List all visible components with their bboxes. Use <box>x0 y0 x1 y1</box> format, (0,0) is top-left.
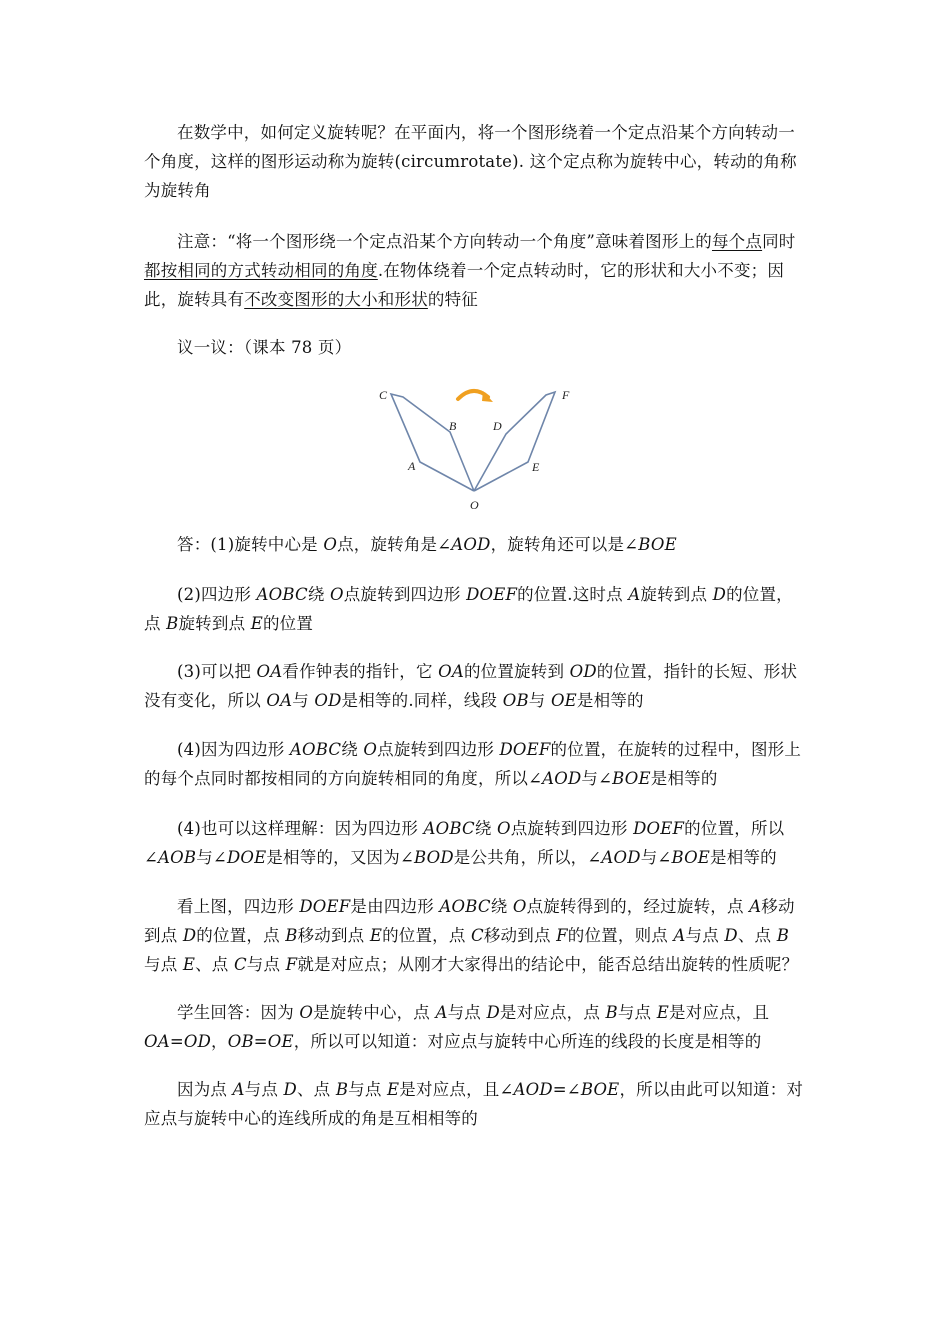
math-symbol: D <box>712 585 727 604</box>
math-symbol: OA <box>256 662 283 681</box>
text-run: 与点 <box>348 1080 388 1099</box>
text-run: 的位置.这时点 <box>517 585 629 604</box>
math-symbol: A <box>749 897 762 916</box>
label-o: O <box>470 498 479 512</box>
math-symbol: E <box>182 955 196 974</box>
math-symbol: DOEF <box>299 897 351 916</box>
note-underline-size-shape: 不改变图形的大小和形状 <box>244 290 428 309</box>
answer-2 <box>144 580 804 638</box>
answer-4-alt <box>144 814 804 872</box>
text-run: 答：(1)旋转中心是 <box>177 535 324 554</box>
text-run: 是公共角，所以，∠ <box>453 848 602 867</box>
math-symbol: E <box>250 614 263 633</box>
text-run: 是旋转中心，点 <box>313 1003 436 1022</box>
text-run: 是相等的.同样，线段 <box>341 691 503 710</box>
note-text: .在物体绕着一个定点转动时，它的形状和大小不变；因此，旋转具有 <box>144 261 785 309</box>
math-symbol: C <box>471 926 484 945</box>
text-run: 因为点 <box>177 1080 233 1099</box>
math-symbol: OD <box>314 691 342 710</box>
text-run: 的位置 <box>262 614 314 633</box>
math-symbol: B <box>335 1080 349 1099</box>
math-symbol: AOBC <box>423 819 475 838</box>
text-run: 与 <box>528 691 551 710</box>
math-symbol: AOBC <box>289 740 342 759</box>
math-symbol: E <box>656 1003 669 1022</box>
math-symbol: DOEF <box>633 819 685 838</box>
math-symbol: D <box>486 1003 500 1022</box>
math-symbol: DOE <box>226 848 267 867</box>
math-symbol: OA <box>438 662 464 681</box>
text-run: 的位置，点 <box>144 585 793 633</box>
math-symbol: BOD <box>413 848 454 867</box>
text-run: 的位置，在旋转的过程中，图形上的每个点同时都按相同的方向旋转相同的角度，所以∠ <box>144 740 802 788</box>
text-run: 点旋转得到的，经过旋转，点 <box>526 897 750 916</box>
text-run: 看上图，四边形 <box>177 897 300 916</box>
text-run: 与点 <box>246 955 286 974</box>
conclusion-paragraph <box>144 1075 804 1133</box>
text-run: 是对应点，点 <box>499 1003 606 1022</box>
text-run: 是相等的 <box>650 769 718 788</box>
definition-paragraph: 在数学中，如何定义旋转呢？在平面内，将一个图形绕着一个定点沿某个方向转动一个角度，这样的图形运动称为旋转(circumrotate). 这个定点称为旋转中心，转动的角称为旋转角 <box>144 123 797 200</box>
math-symbol: OA=OD <box>144 1032 212 1051</box>
text-run: 与∠ <box>581 769 613 788</box>
text-run: 移动到点 <box>297 926 370 945</box>
text-run: 是相等的 <box>576 691 644 710</box>
rotation-arrow-head <box>482 391 493 402</box>
math-symbol: A <box>435 1003 448 1022</box>
math-symbol: D <box>182 926 197 945</box>
text-run: 学生回答：因为 <box>177 1003 300 1022</box>
math-symbol: O <box>363 740 378 759</box>
math-symbol: BOE <box>638 535 677 554</box>
answer-4 <box>144 735 804 793</box>
note-paragraph <box>144 227 804 314</box>
quadrilateral-aobc <box>391 394 474 491</box>
label-f: F <box>562 388 570 402</box>
text-run: ，所以可以知道：对应点与旋转中心所连的线段的长度是相等的 <box>293 1032 762 1051</box>
discussion-heading: 议一议：（课本 78 页） <box>177 338 352 357</box>
text-run: 与∠ <box>640 848 672 867</box>
text-run: 的位置，点 <box>196 926 286 945</box>
math-symbol: O <box>330 585 344 604</box>
text-run: 与点 <box>244 1080 284 1099</box>
math-symbol: D <box>724 926 738 945</box>
math-symbol: A <box>673 926 686 945</box>
math-symbol: DOEF <box>466 585 518 604</box>
math-symbol: A <box>628 585 641 604</box>
label-b: B <box>449 419 457 433</box>
text-run: (4)因为四边形 <box>177 740 290 759</box>
math-symbol: OD <box>569 662 597 681</box>
math-symbol: AOB <box>158 848 197 867</box>
text-run: 绕 <box>474 819 497 838</box>
text-run: (4)也可以这样理解：因为四边形 <box>177 819 424 838</box>
label-a: A <box>408 459 416 473</box>
math-symbol: AOD=∠BOE <box>513 1080 620 1099</box>
text-run: 、点 <box>737 926 777 945</box>
math-symbol: OE <box>550 691 577 710</box>
math-symbol: AOD <box>542 769 582 788</box>
math-symbol: O <box>299 1003 314 1022</box>
math-symbol: O <box>323 535 338 554</box>
text-run: 绕 <box>490 897 513 916</box>
math-symbol: B <box>605 1003 618 1022</box>
text-run: 点旋转到四边形 <box>377 740 500 759</box>
math-symbol: E <box>369 926 383 945</box>
text-run: 的位置，则点 <box>567 926 674 945</box>
text-run: 与点 <box>617 1003 657 1022</box>
math-symbol: D <box>283 1080 297 1099</box>
text-run: (3)可以把 <box>177 662 257 681</box>
math-symbol: O <box>497 819 511 838</box>
text-run: 的位置旋转到 <box>463 662 570 681</box>
math-symbol: AOBC <box>256 585 308 604</box>
text-run: 是相等的，又因为∠ <box>266 848 414 867</box>
text-run: 与点 <box>685 926 725 945</box>
math-symbol: AOD <box>601 848 641 867</box>
label-d: D <box>493 419 502 433</box>
math-symbol: BOE <box>612 769 651 788</box>
text-run: 移动到点 <box>483 926 557 945</box>
text-run: 点旋转到四边形 <box>510 819 634 838</box>
text-run: 旋转到点 <box>178 614 251 633</box>
math-symbol: B <box>776 926 790 945</box>
math-symbol: B <box>285 926 298 945</box>
text-run: ， <box>211 1032 228 1051</box>
math-symbol: O <box>512 897 527 916</box>
text-run: 、点 <box>296 1080 336 1099</box>
text-run: 绕 <box>307 585 330 604</box>
observation-paragraph <box>144 892 804 979</box>
note-underline-same-way: 都按相同的方式转动相同的角度 <box>144 261 378 280</box>
math-symbol: F <box>556 926 568 945</box>
answer-3 <box>144 657 804 715</box>
text-run: 与 <box>292 691 315 710</box>
math-symbol: DOEF <box>499 740 551 759</box>
rotation-diagram <box>370 378 580 518</box>
math-symbol: C <box>233 955 247 974</box>
text-run: 、点 <box>195 955 234 974</box>
text-run: 绕 <box>341 740 364 759</box>
text-run: 与点 <box>144 955 183 974</box>
text-run: 的位置，所以∠ <box>144 819 785 867</box>
note-text: 的特征 <box>427 290 479 309</box>
note-text: 注意：“将一个图形绕一个定点沿某个方向转动一个角度”意味着图形上的 <box>177 232 712 251</box>
text-run: 移动到点 <box>144 897 795 945</box>
text-run: 就是对应点；从刚才大家得出的结论中，能否总结出旋转的性质呢？ <box>297 955 799 974</box>
text-run: 的位置，指针的长短、形状没有变化，所以 <box>144 662 798 710</box>
text-run: 与点 <box>447 1003 487 1022</box>
text-run: ，所以由此可以知道：对应点与旋转中心的连线所成的角是互相相等的 <box>144 1080 804 1128</box>
answer-1 <box>144 530 804 559</box>
note-underline-every-point: 每个点 <box>711 232 763 251</box>
text-run: 旋转到点 <box>640 585 713 604</box>
label-e: E <box>532 460 540 474</box>
rotation-figure <box>370 378 580 518</box>
text-run: 是由四边形 <box>350 897 440 916</box>
text-run: ，旋转角还可以是∠ <box>490 535 639 554</box>
math-symbol: A <box>232 1080 245 1099</box>
text-run: 点旋转到四边形 <box>343 585 467 604</box>
math-symbol: OB <box>502 691 529 710</box>
text-run: (2)四边形 <box>177 585 257 604</box>
math-symbol: OA <box>266 691 293 710</box>
student-answer <box>144 998 804 1056</box>
label-c: C <box>379 388 388 402</box>
math-symbol: OB=OE <box>227 1032 294 1051</box>
math-symbol: F <box>285 955 298 974</box>
text-run: 看作钟表的指针，它 <box>282 662 439 681</box>
quadrilateral-doef <box>474 392 555 491</box>
text-run: 与∠ <box>196 848 227 867</box>
text-run: 是对应点，且 <box>668 1003 770 1022</box>
text-run: 点，旋转角是∠ <box>337 535 452 554</box>
math-symbol: B <box>166 614 179 633</box>
text-run: 是对应点，且∠ <box>399 1080 514 1099</box>
math-symbol: AOBC <box>439 897 491 916</box>
note-text: 同时 <box>762 232 796 251</box>
text-run: 的位置，点 <box>382 926 472 945</box>
math-symbol: AOD <box>451 535 491 554</box>
math-symbol: E <box>387 1080 400 1099</box>
math-symbol: BOE <box>671 848 711 867</box>
text-run: 是相等的 <box>710 848 777 867</box>
